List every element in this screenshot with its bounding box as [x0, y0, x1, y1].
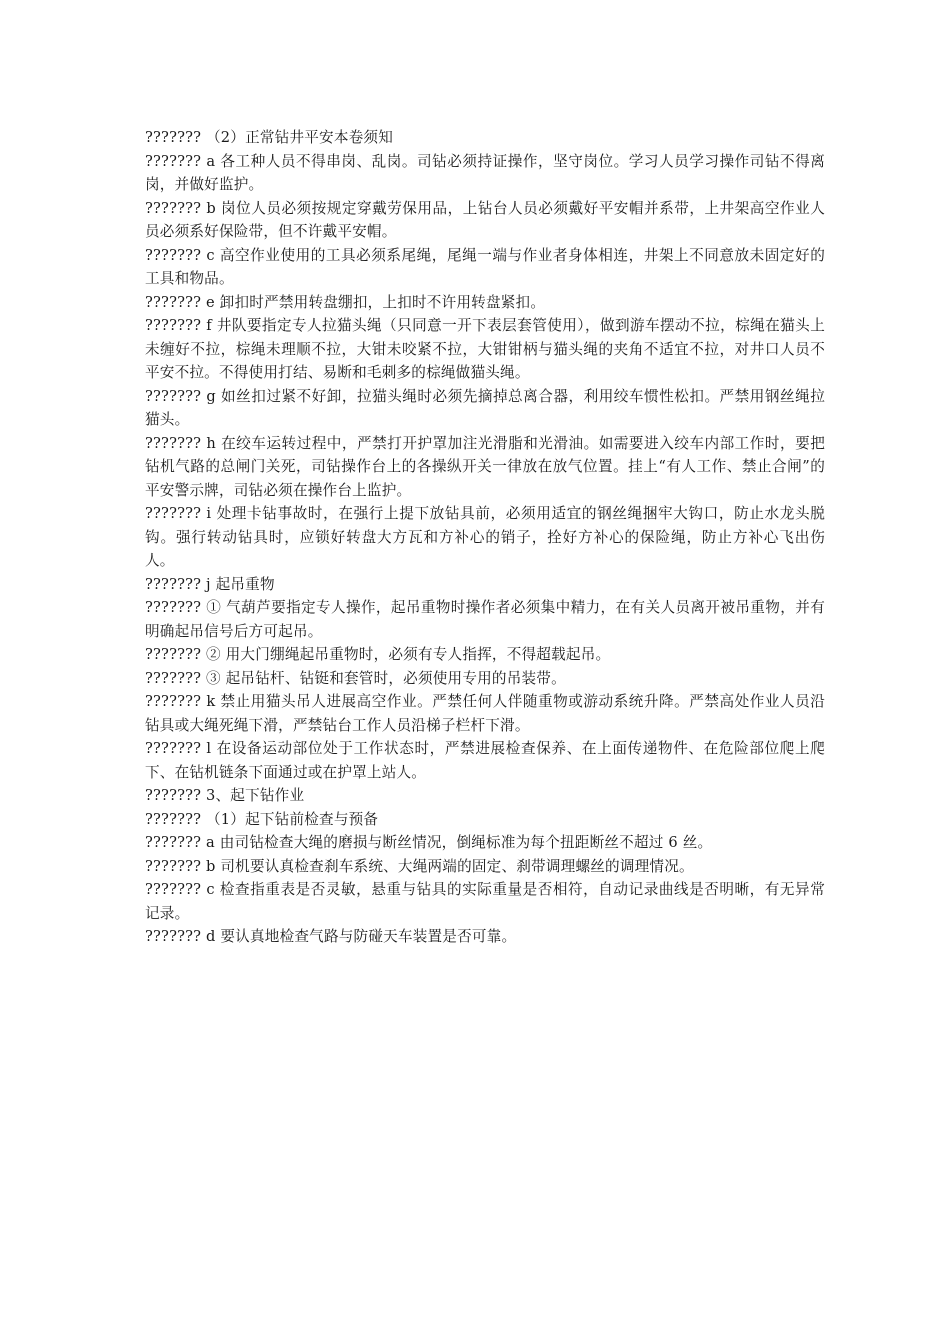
check-b-brake-system: ??????? b 司机要认真检查刹车系统、大绳两端的固定、刹带调理螺丝的调理情况。 [145, 857, 694, 875]
check-c-weight-indicator: ??????? c 检查指重表是否灵敏，悬重与钻具的实际重量是否相符，自动记录曲线是否明晰，有无异常记录。 [145, 881, 825, 922]
section-heading-normal-drilling: ??????? （2）正常钻井平安本卷须知 [145, 129, 394, 146]
rule-a-post-discipline: ??????? a 各工种人员不得串岗、乱岗。司钻必须持证操作，坚守岗位。学习人员学习操作司钻不得离岗，并做好监护。 [145, 152, 825, 193]
rule-h-drawworks: ??????? h 在绞车运转过程中，严禁打开护罩加注光滑脂和光滑油。如需要进入绞车内部工作时，要把钻机气路的总闸门关死，司钻操作台上的各操纵开关一律放在放气位置。挂上“有人工作、禁止合闸”的平安警示牌，司钻必须在操作台上监护。 [145, 434, 825, 499]
section-heading-tripping: ??????? 3、起下钻作业 [145, 787, 305, 804]
rule-j-lifting-heading: ??????? j 起吊重物 [145, 575, 275, 593]
rule-j1-air-hoist: ??????? ① 气葫芦要指定专人操作，起吊重物时操作者必须集中精力，在有关人员离开被吊重物，并有明确起吊信号后方可起吊。 [145, 599, 825, 640]
check-a-drill-line: ??????? a 由司钻检查大绳的磨损与断丝情况，倒绳标准为每个扭距断丝不超过 6 丝。 [145, 834, 713, 851]
rule-k-no-personnel-lift: ??????? k 禁止用猫头吊人进展高空作业。严禁任何人伴随重物或游动系统升降。严禁高处作业人员沿钻具或大绳死绳下滑，严禁钻台工作人员沿梯子栏杆下滑。 [145, 693, 825, 734]
rule-j3-lifting-sling: ??????? ③ 起吊钻杆、钻铤和套管时，必须使用专用的吊装带。 [145, 669, 566, 687]
rule-f-cathead-rope: ??????? f 井队要指定专人拉猫头绳（只同意一开下表层套管使用），做到游车摆动不拉，棕绳在猫头上未缠好不拉，棕绳未理顺不拉，大钳未咬紧不拉，大钳钳柄与猫头绳的夹角不适宜不拉，对井口人员不平安不拉。不得使用打结、易断和毛刺多的棕绳做猫头绳。 [145, 317, 825, 381]
document-body [145, 126, 825, 949]
rule-i-stuck-pipe: ??????? i 处理卡钻事故时，在强行上提下放钻具前，必须用适宜的钢丝绳捆牢大钩口，防止水龙头脱钩。强行转动钻具时，应锁好转盘大方瓦和方补心的销子，拴好方补心的保险绳，防止方补心飞出伤人。 [145, 505, 825, 569]
rule-c-tool-tether: ??????? c 高空作业使用的工具必须系尾绳，尾绳一端与作业者身体相连，井架上不同意放未固定好的工具和物品。 [145, 246, 825, 287]
rule-g-tight-thread: ??????? g 如丝扣过紧不好卸，拉猫头绳时必须先摘掉总离合器，利用绞车惯性松扣。严禁用钢丝绳拉猫头。 [145, 387, 825, 428]
rule-l-moving-parts: ??????? l 在设备运动部位处于工作状态时，严禁进展检查保养、在上面传递物件、在危险部位爬上爬下、在钻机链条下面通过或在护罩上站人。 [145, 740, 825, 781]
rule-e-breakout: ??????? e 卸扣时严禁用转盘绷扣，上扣时不许用转盘紧扣。 [145, 293, 546, 311]
rule-b-protective-gear: ??????? b 岗位人员必须按规定穿戴劳保用品，上钻台人员必须戴好平安帽并系带，上井架高空作业人员必须系好保险带，但不许戴平安帽。 [145, 199, 825, 240]
rule-j2-guy-line: ??????? ② 用大门绷绳起吊重物时，必须有专人指挥，不得超载起吊。 [145, 646, 611, 663]
check-d-crown-saver: ??????? d 要认真地检查气路与防碰天车装置是否可靠。 [145, 928, 517, 945]
subsection-heading-pre-trip-check: ??????? （1）起下钻前检查与预备 [145, 810, 379, 828]
